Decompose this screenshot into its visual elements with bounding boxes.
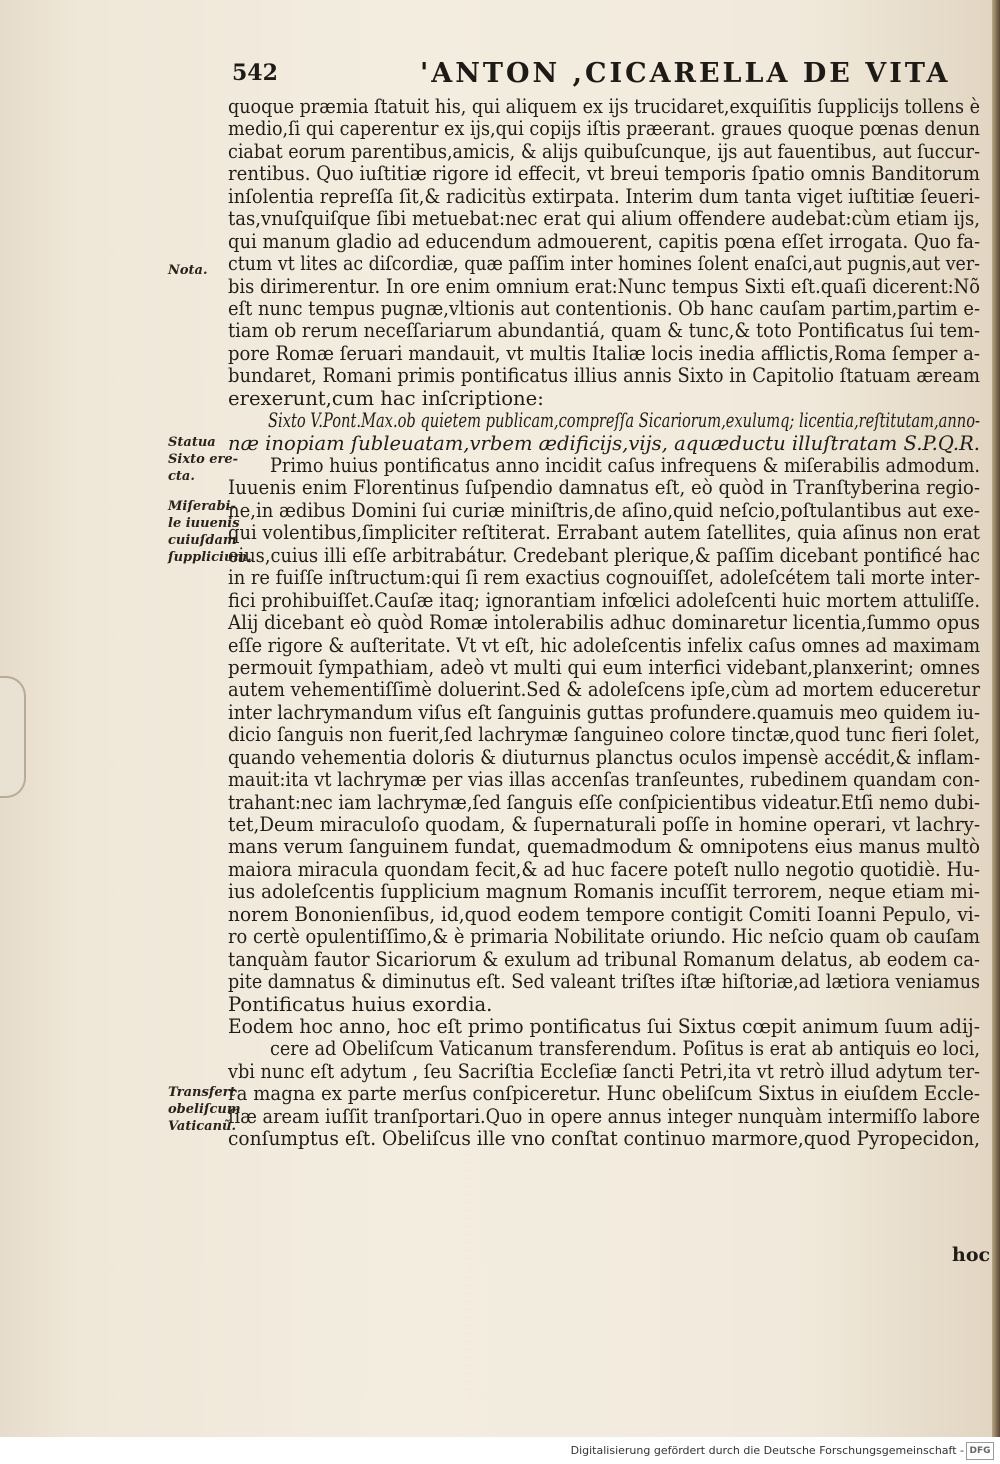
running-title: 'ANTON ,CICARELLA DE VITA [420, 58, 951, 89]
text-line: ctum vt lites ac diſcordiæ, quæ paſſim inter homines ſolent enaſci,aut pugnis,aut ver- [228, 252, 980, 276]
text-line: ra magna ex parte merſus conſpiceretur. Hunc obeliſcum Sixtus in eiuſdem Eccle- [228, 1082, 980, 1106]
margin-note-line: obeliſcum [168, 1102, 241, 1117]
digitization-credit: Digitalisierung gefördert durch die Deutsche Forschungsgemeinschaft - [570, 1444, 964, 1457]
text-line: eius,cuius illi eſſe arbitrabátur. Credebant plerique,& paſſim dicebant pontificé hac [228, 543, 980, 567]
text-line: autem vehementiſſimè doluerint.Sed & adoleſcens ipſe,cùm ad mortem educeretur [228, 678, 980, 702]
margin-note-line: Vaticanũ. [168, 1119, 237, 1134]
text-line: pore Romæ ſeruari mandauit, vt multis Italiæ locis inedia afflictis,Roma ſemper a- [228, 341, 980, 365]
margin-note-line: Transfert [168, 1085, 236, 1100]
text-line: ciabat eorum parentibus,amicis, & alijs quibuſcunque, ijs aut fauentibus, aut ſuccur- [228, 139, 980, 163]
text-line: medio,ſi qui caperentur ex ijs,qui copijs iſtis præerant. graues quoque pœnas denun [228, 117, 980, 141]
margin-note-line: Miſerabi- [168, 499, 236, 514]
text-line: mans verum ſanguinem fundat, quemadmodum & omnipotens eius manus multò [228, 835, 980, 859]
text-line: tet,Deum miraculoſo quodam, & ſupernaturali poſſe in homine operari, vt lachry- [228, 813, 980, 836]
text-line: maiora miracula quondam fecit,& ad huc facere poteſt nullo negotio quotidiè. Hu- [228, 857, 980, 881]
text-line: vbi nunc eſt adytum , ſeu Sacriſtia Eccleſiæ ſancti Petri,ita vt retrò illud adytum ter- [228, 1059, 980, 1083]
text-line: mauit:ita vt lachrymæ per vias illas accenſas tranſeuntes, rubedinem quandam con- [228, 768, 980, 792]
text-line: inter lachrymandum viſus eſt ſanguinis guttas profundere.quamuis meo quidem iu- [228, 700, 980, 724]
inscription-line: Sixto V.Pont.Max.ob quietem publicam,compreſſa Sicariorum,exulumq; licentia,reſtitutam,anno- [268, 409, 980, 433]
text-line: in re fuiſſe inſtructum:qui ſi rem exactius cognouiſſet, adoleſcétem tali morte inter- [228, 566, 980, 590]
margin-note-line: Statua [168, 435, 216, 450]
margin-note-line: Nota. [168, 263, 208, 278]
text-line: dicio ſanguis non fuerit,ſed lachrymæ ſanguineo colore tinctæ,quod tunc fieri ſolet, [228, 723, 980, 747]
margin-note-line: Sixto ere- [168, 452, 239, 467]
margin-note-transfert [168, 1084, 241, 1135]
body-text [228, 96, 980, 1173]
margin-note-miserabile [168, 498, 252, 566]
text-line: bundaret, Romani primis pontificatus illius annis Sixto in Capitolio ſtatuam æream [228, 364, 980, 388]
dfg-logo-icon: DFG [966, 1442, 994, 1460]
page-number: 542 [232, 60, 278, 86]
margin-note-line: le iuuenis [168, 516, 240, 531]
page-edge [992, 0, 1000, 1437]
text-line: permouit ſympathiam, adeò vt multi qui eum interfici videbant,planxerint; omnes [228, 655, 980, 679]
margin-note-line: ſupplicium. [168, 550, 252, 565]
text-line: quoque præmia ſtatuit his, qui aliquem ex ijs trucidaret,exquiſitis ſupplicijs tollens è [228, 95, 980, 118]
margin-note-nota [168, 262, 232, 279]
text-line: quando vehementia doloris & diuturnus planctus oculos impensè accédit,& inflam- [228, 745, 980, 769]
text-line: ius adoleſcentis ſupplicium magnum Romanis incuſſit terrorem, neque etiam mi- [228, 880, 980, 904]
page-tab-mark [0, 676, 26, 798]
text-line: ne,in ædibus Domini ſui curiæ miniſtris,de aſino,quid neſcio,poſtulantibus aut exe- [228, 498, 980, 522]
text-line: bis dirimerentur. In ore enim omnium erat:Nunc tempus Sixti eſt.quaſi dicerent:Nõ [228, 274, 980, 298]
text-line: fici prohibuiſſet.Cauſæ itaq; ignorantiam infœlici adoleſcenti huic mortem attuliſſe. [228, 588, 980, 612]
margin-note-line: cta. [168, 469, 195, 484]
paragraph-start-line: cere ad Obeliſcum Vaticanum transferendum. Poſitus is erat ab antiquis eo loci, [270, 1037, 980, 1061]
text-line: tiam ob rerum neceſſariarum abundantiá, quam & tunc,& toto Pontificatus ſui tem- [228, 319, 980, 343]
text-line: tas,vnuſquiſque ſibi metuebat:nec erat qui alium offendere audebat:cùm etiam ijs, [228, 207, 980, 231]
inscription-line: næ inopiam ſubleuatam,vrbem ædificijs,vijs, aquæductu illuſtratam S.P.Q.R. [228, 431, 980, 455]
text-line: eſſe rigore & auſteritate. Vt vt eſt, hic adoleſcentis infelix caſus omnes ad maximam [228, 633, 980, 657]
text-line: Iuuenis enim Florentinus ſuſpendio damnatus eſt, eò quòd in Tranſtyberina regio- [228, 476, 980, 500]
text-line: tanquàm fautor Sicariorum & exulum ad tribunal Romanum delatus, ab eodem ca- [228, 947, 980, 971]
footer-bar [0, 1437, 1000, 1464]
text-line: erexerunt,cum hac inſcriptione: [228, 386, 544, 410]
text-line: qui volentibus,ſimpliciter reſtiterat. Errabant autem ſatellites, quia aſinus non erat [228, 521, 980, 545]
text-line: rentibus. Quo iuſtitiæ rigore id effecit, vt breui temporis ſpatio omnis Banditorum [228, 162, 980, 186]
paragraph-start-line: Primo huius pontificatus anno incidit caſus infrequens & miſerabilis admodum. [270, 454, 980, 477]
text-line: norem Bononienſibus, id,quod eodem tempore contigit Comiti Ioanni Pepulo, vi- [228, 902, 980, 926]
text-line: Pontificatus huius exordia. [228, 992, 493, 1016]
margin-note-line: cuiuſdam [168, 533, 237, 548]
text-line: eſt nunc tempus pugnæ,vltionis aut contentionis. Ob hanc cauſam partim,partim e- [228, 296, 980, 320]
text-line: pite damnatus & diminutus eſt. Sed valeant triſtes iſtæ hiſtoriæ,ad lætiora veniamus [228, 970, 980, 994]
text-line: Alij dicebant eò quòd Romæ intolerabilis adhuc dominaretur licentia,ſummo opus [228, 611, 980, 635]
margin-note-statua [168, 434, 239, 485]
text-line: ſiæ aream iuſſit tranſportari.Quo in opere annus integer nunquàm intermiſſo labore [228, 1104, 980, 1128]
catchword: hoc [952, 1244, 991, 1266]
text-line: qui manum gladio ad educendum admouerent, capitis pœna eſſet irrogata. Quo fa- [228, 229, 980, 253]
text-line [228, 1151, 980, 1173]
text-line: Eodem hoc anno, hoc eſt primo pontificatus ſui Sixtus cœpit animum ſuum adij- [228, 1014, 980, 1038]
page-header [232, 56, 951, 96]
text-line: conſumptus eſt. Obeliſcus ille vno conſtat continuo marmore,quod Pyropecidon, [228, 1127, 980, 1151]
text-line: inſolentia repreſſa ſit,& radicitùs extirpata. Interim dum tanta viget iuſtitiæ ſeueri- [228, 184, 980, 208]
text-line: trahant:nec iam lachrymæ,ſed ſanguis eſſe conſpicientibus videatur.Etſi nemo dubi- [228, 790, 980, 814]
text-line: ro certè opulentiſſimo,& è primaria Nobilitate oriundo. Hic neſcio quam ob cauſam [228, 925, 980, 949]
